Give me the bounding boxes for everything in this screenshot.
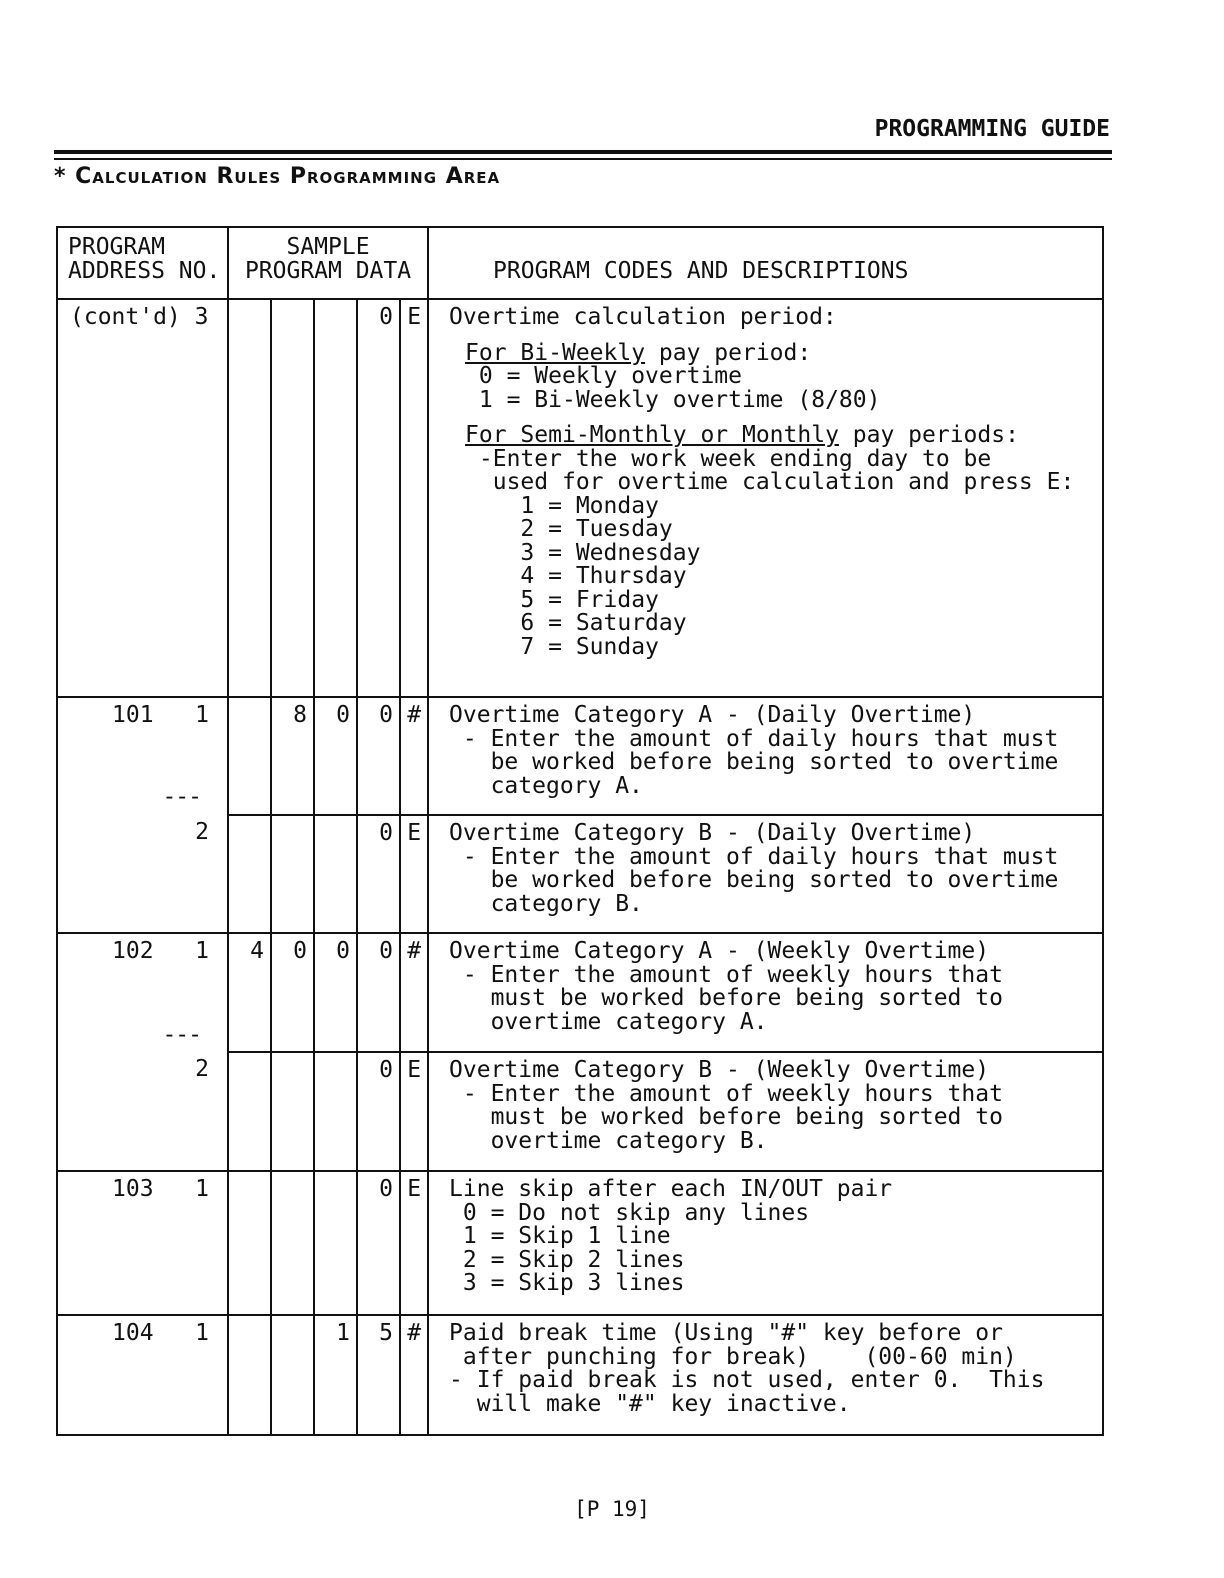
data-digit: [271, 1315, 314, 1435]
data-digit: 0: [314, 933, 357, 1052]
data-digit: 0: [271, 933, 314, 1052]
description-cell: [428, 815, 1103, 933]
data-digit: [271, 1171, 314, 1315]
address-cell: (cont'd) 3: [57, 299, 228, 697]
data-key: #: [400, 1315, 428, 1435]
data-digit: 8: [271, 697, 314, 815]
header-address: PROGRAM ADDRESS NO.: [57, 227, 228, 299]
table-row: [57, 1052, 1103, 1171]
data-digit: 5: [357, 1315, 400, 1435]
data-digit: [271, 299, 314, 697]
description-cell: [428, 933, 1103, 1052]
semi-monthly-options: -Enter the work week ending day to be used for overtime calculation and press E: 1 = Monday 2 = Tuesday 3 = Wednesday 4 = Thursday 5 = Friday 6 = Saturday 7 = Sunday: [478, 445, 1075, 660]
data-digit: [271, 1052, 314, 1171]
guide-title: PROGRAMMING GUIDE: [874, 116, 1110, 142]
address-main: 104: [112, 1320, 154, 1346]
description-cell: [428, 1315, 1103, 1435]
data-digit: [314, 1171, 357, 1315]
address-sub: 2: [195, 1056, 209, 1082]
address-sub: 1: [195, 1176, 209, 1202]
description-title: Overtime calculation period:: [449, 304, 837, 330]
program-table: [56, 226, 1104, 1436]
address-sub: 1: [195, 1320, 209, 1346]
data-digit: [228, 1315, 271, 1435]
data-digit: [228, 299, 271, 697]
data-key: #: [400, 933, 428, 1052]
sub-divider: ---: [162, 1021, 201, 1048]
address-main: 101: [112, 702, 154, 728]
description-text: Line skip after each IN/OUT pair 0 = Do not skip any lines 1 = Skip 1 line 2 = Skip 2 lines 3 = Skip 3 lines: [449, 1176, 893, 1296]
data-key: E: [400, 1052, 428, 1171]
description-text: Paid break time (Using "#" key before or after punching for break) (00-60 min) - If paid break is not used, enter 0. This will make "#" key inactive.: [449, 1320, 1045, 1417]
data-digit: 4: [228, 933, 271, 1052]
data-digit: [228, 697, 271, 815]
header-description: PROGRAM CODES AND DESCRIPTIONS: [428, 227, 1103, 299]
data-digit: [314, 815, 357, 933]
data-digit: [228, 815, 271, 933]
data-digit: 1: [314, 1315, 357, 1435]
table-header-row: [57, 227, 1103, 299]
address-cell: [57, 1052, 228, 1171]
description-text: Overtime Category A - (Daily Overtime) - Enter the amount of daily hours that must be worked before being sorted to overtime category A.: [449, 702, 1059, 799]
section-title: * Calculation Rules Programming Area: [54, 164, 501, 189]
description-text: Overtime Category A - (Weekly Overtime) - Enter the amount of weekly hours that must be worked before being sorted to overtime category A.: [449, 938, 1003, 1035]
data-key: #: [400, 697, 428, 815]
address-sub: 1: [195, 938, 209, 964]
description-cell: [428, 697, 1103, 815]
data-digit: [314, 1052, 357, 1171]
data-digit: [228, 1052, 271, 1171]
table-row: [57, 1171, 1103, 1315]
bi-weekly-options: 0 = Weekly overtime 1 = Bi-Weekly overtime (8/80): [478, 363, 881, 413]
semi-monthly-heading: For Semi-Monthly or Monthly pay periods:: [465, 422, 1019, 448]
description-text: Overtime Category B - (Daily Overtime) - Enter the amount of daily hours that must be worked before being sorted to overtime category B.: [449, 820, 1059, 917]
data-digit: 0: [357, 697, 400, 815]
table-row: [57, 697, 1103, 815]
address-cell: [57, 1171, 228, 1315]
table-row: [57, 1315, 1103, 1435]
data-digit: 0: [357, 933, 400, 1052]
header-rule-thick: [54, 150, 1112, 154]
description-cell: [428, 1052, 1103, 1171]
description-cell: [428, 299, 1103, 697]
data-digit: 0: [357, 1171, 400, 1315]
address-cell: [57, 1315, 228, 1435]
data-digit: [314, 299, 357, 697]
data-digit: 0: [357, 299, 400, 697]
data-digit: 0: [357, 815, 400, 933]
data-key: E: [400, 299, 428, 697]
table-row: [57, 815, 1103, 933]
header-sample-data: SAMPLE PROGRAM DATA: [228, 227, 428, 299]
address-main: 102: [112, 938, 154, 964]
address-sub: 2: [195, 819, 209, 845]
bi-weekly-heading: For Bi-Weekly pay period:: [465, 339, 812, 366]
address-cell: [57, 933, 228, 1052]
sub-divider: ---: [162, 783, 201, 810]
table-row: [57, 933, 1103, 1052]
address-sub: 1: [195, 702, 209, 728]
description-cell: [428, 1171, 1103, 1315]
data-digit: [271, 815, 314, 933]
page-number: [P 19]: [574, 1497, 650, 1521]
description-text: Overtime Category B - (Weekly Overtime) - Enter the amount of weekly hours that must be worked before being sorted to overtime category B.: [449, 1057, 1003, 1154]
data-key: E: [400, 815, 428, 933]
address-cell: [57, 815, 228, 933]
data-key: E: [400, 1171, 428, 1315]
data-digit: [228, 1171, 271, 1315]
data-digit: 0: [357, 1052, 400, 1171]
data-digit: 0: [314, 697, 357, 815]
address-cell: [57, 697, 228, 815]
table-row: [57, 299, 1103, 697]
header-rule-thin: [54, 158, 1112, 160]
address-main: 103: [112, 1176, 154, 1202]
